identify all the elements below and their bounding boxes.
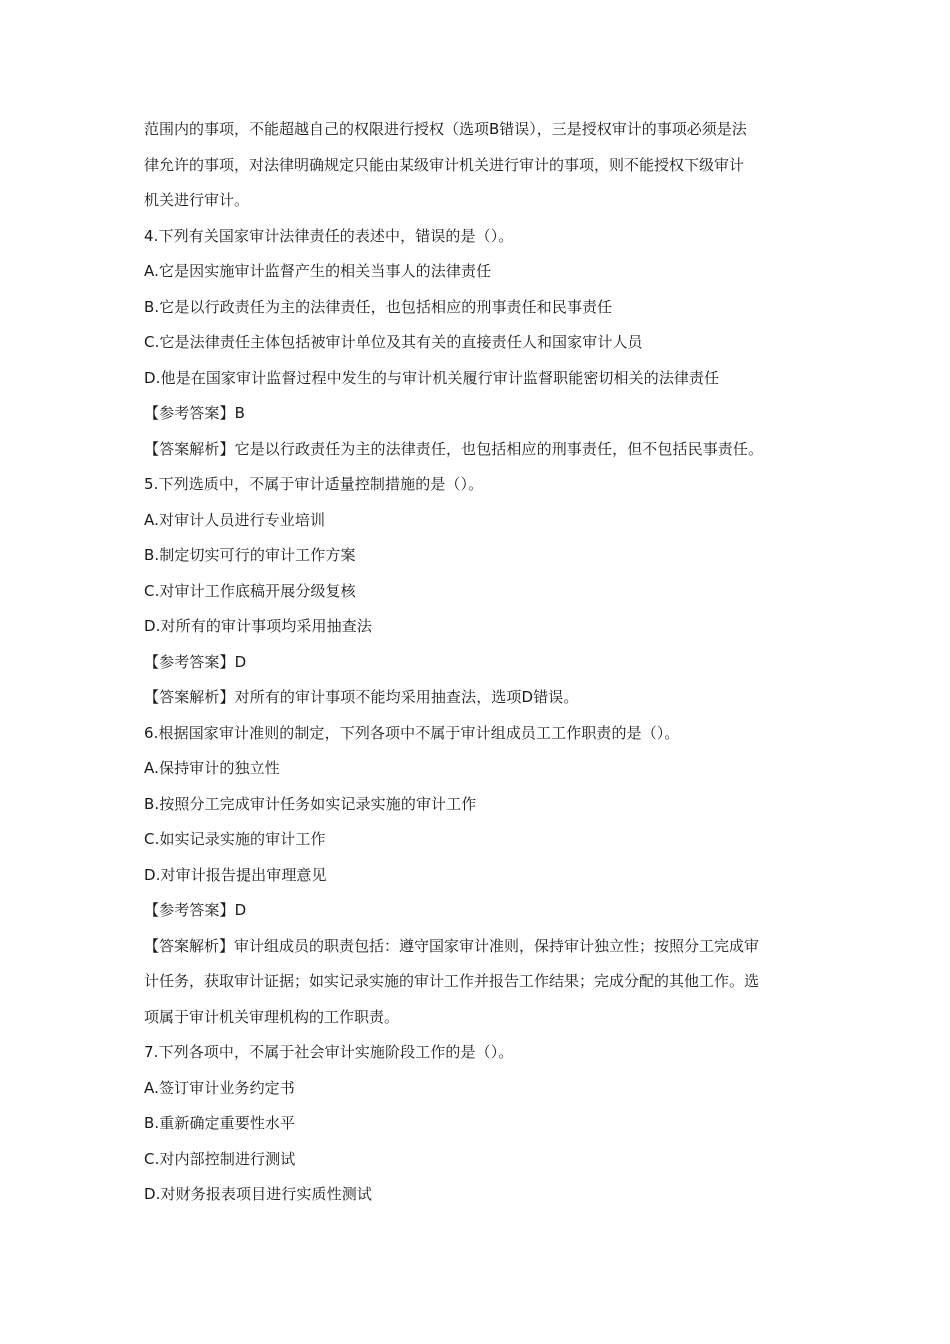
question-7-option-c: C.对内部控制进行测试	[144, 1149, 296, 1168]
question-7-stem: 7.下列各项中，不属于社会审计实施阶段工作的是（）。	[144, 1043, 514, 1061]
question-5-option-b: B.制定切实可行的审计工作方案	[144, 546, 356, 564]
question-6-option-c: C.如实记录实施的审计工作	[144, 830, 326, 848]
question-6-option-b: B.按照分工完成审计任务如实记录实施的审计工作	[144, 794, 477, 813]
continuation-paragraph	[144, 112, 812, 219]
question-5-analysis: 【答案解析】对所有的审计事项不能均采用抽查法，选项D错误。	[144, 688, 579, 706]
question-4-option-c: C.它是法律责任主体包括被审计单位及其有关的直接责任人和国家审计人员	[144, 333, 643, 351]
question-7-option-b: B.重新确定重要性水平	[144, 1114, 296, 1132]
paragraph-line: 范围内的事项，不能超越自己的权限进行授权（选项B错误），三是授权审计的事项必须是法	[144, 120, 747, 138]
paragraph-line: 【答案解析】审计组成员的职责包括：遵守国家审计准则，保持审计独立性；按照分工完成审	[144, 936, 760, 955]
question-4-analysis: 【答案解析】它是以行政责任为主的法律责任，也包括相应的刑事责任，但不包括民事责任。	[144, 439, 764, 458]
paragraph-line: 律允许的事项，对法律明确规定只能由某级审计机关进行审计的事项，则不能授权下级审计	[144, 155, 745, 174]
question-6-stem: 6.根据国家审计准则的制定，下列各项中不属于审计组成员工工作职责的是（）。	[144, 723, 680, 742]
paragraph-line: 机关进行审计。	[144, 191, 250, 209]
question-4-option-d: D.他是在国家审计监督过程中发生的与审计机关履行审计监督职能密切相关的法律责任	[144, 368, 720, 387]
question-5-stem: 5.下列选质中，不属于审计适量控制措施的是（）。	[144, 475, 484, 493]
document-body	[144, 112, 812, 1213]
question-5-option-c: C.对审计工作底稿开展分级复核	[144, 581, 356, 600]
paragraph-line: 项属于审计机关审理机构的工作职责。	[144, 1007, 400, 1026]
question-7-option-d: D.对财务报表项目进行实质性测试	[144, 1185, 372, 1203]
question-4-stem: 4.下列有关国家审计法律责任的表述中，错误的是（）。	[144, 226, 514, 245]
paragraph-line: 计任务，获取审计证据；如实记录实施的审计工作并报告工作结果；完成分配的其他工作。选	[144, 972, 760, 990]
question-6-analysis	[144, 929, 812, 1036]
question-6-answer: 【参考答案】D	[144, 901, 247, 919]
question-6-option-a: A.保持审计的独立性	[144, 759, 280, 777]
question-5-option-d: D.对所有的审计事项均采用抽查法	[144, 617, 372, 635]
question-4-option-b: B.它是以行政责任为主的法律责任，也包括相应的刑事责任和民事责任	[144, 297, 613, 316]
question-4-answer: 【参考答案】B	[144, 404, 245, 422]
question-5-option-a: A.对审计人员进行专业培训	[144, 510, 326, 529]
question-7-option-a: A.签订审计业务约定书	[144, 1078, 295, 1097]
question-6-option-d: D.对审计报告提出审理意见	[144, 865, 327, 884]
question-4-option-a: A.它是因实施审计监督产生的相关当事人的法律责任	[144, 262, 492, 280]
question-5-answer: 【参考答案】D	[144, 652, 247, 671]
